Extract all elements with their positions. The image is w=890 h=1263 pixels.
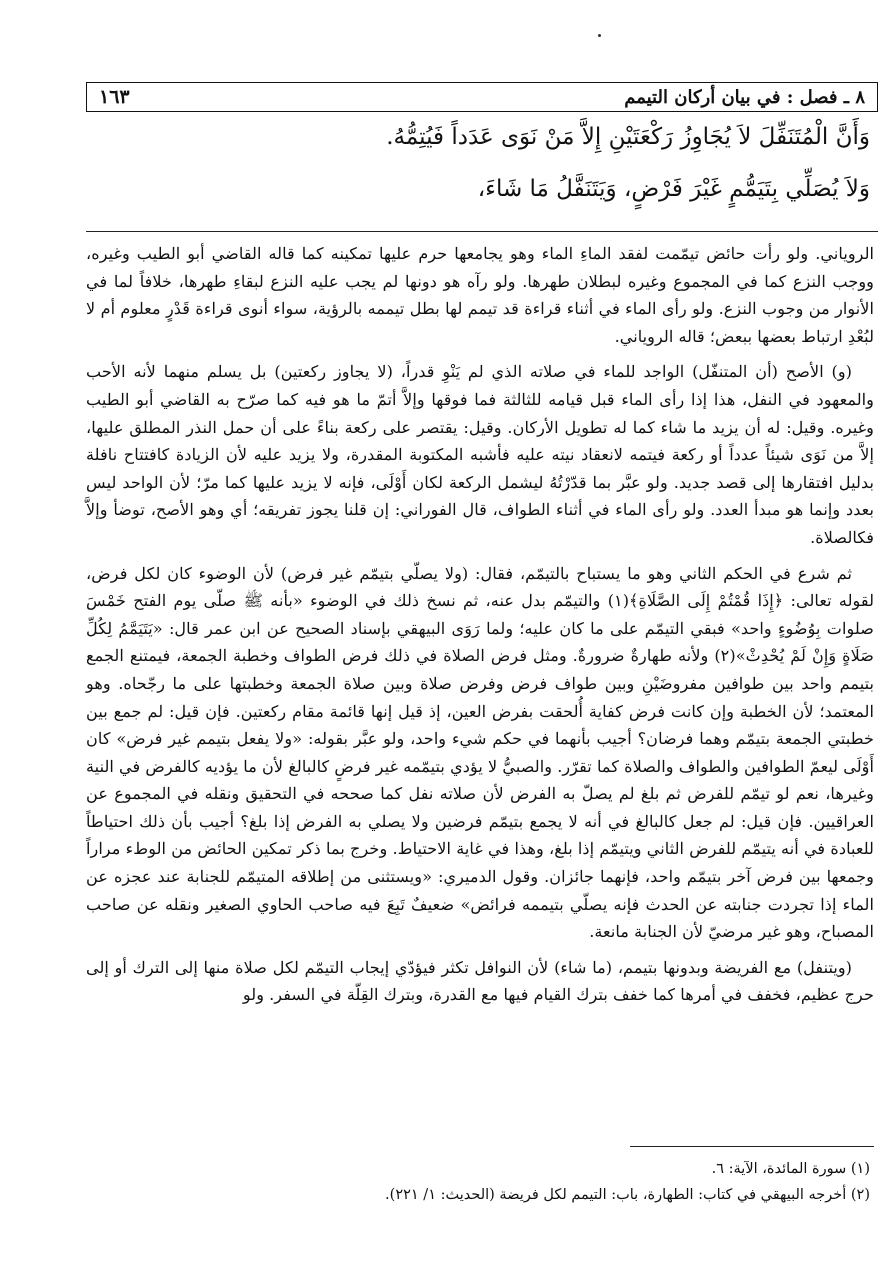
footnote-1: (١) سورة المائدة، الآية: ٦. xyxy=(711,1161,870,1177)
paragraph: (و) الأصح (أن المتنفّل) الواجد للماء في صلاته الذي لم يَنْوِ قدراً، (لا يجاوز ركعتين) بل يسلم منهما لأنه الأحب والمعهود في النفل، هذا إذا رأى الماء قبل قيامه للثالثة فما فوقها وإلاَّ أتمّ ما هو فيه كما صرّح به القاضي أبو الطيب وغيره. وقيل: له أن يزيد ما شاء كما له تطويل الأركان. وقيل: يقتصر على ركعة بناءً على أن حمل النذر المطلق عليها، إلاَّ من نَوَى شيئاً عدداً أو ركعة فيتمه لانعقاد نيته عليه فأشبه المكتوبة المقدرة، ولا يزيد عليه لأن الزيادة كافتتاح نافلة بدليل افتقارها إلى قصد جديد. ولو عبَّر بما قدّرْتُهُ ليشمل الركعة لكان أَوْلَى، فإنه لا يزيد عليها كما مرّ؛ لأن الواحد ليس بعدد وإنما هو مبدأ العدد. ولو رأى الماء في أثناء الطواف، قال الفوراني: إن قلنا يجوز تفريقه؛ أي وهو الأصح، توضأ وإلاَّ فكالصلاة. xyxy=(86,362,874,547)
page-speck xyxy=(598,34,601,37)
paragraph: ثم شرع في الحكم الثاني وهو ما يستباح بالتيمّم، فقال: (ولا يصلّي بتيمّم غير فرض) لأن الوضوء كان لكل فرض، لقوله تعالى: ﴿إِذَا قُمْتُمْ إِلَى الصَّلَاةِ﴾(١) والتيمّم بدل عنه، ثم نسخ ذلك في الوضوء «بأنه ﷺ صلّى يوم الفتح خَمْسَ صلوات بِوُضُوءٍ واحد» فبقي التيمّم على ما كان عليه؛ ولما رَوَى البيهقي بإسناد الصحيح عن ابن عمر قال: «يَتَيَمَّمُ لِكُلِّ صَلَاةٍ وَإِنْ لَمْ يُحْدِثْ»(٢) ولأنه طهارةٌ ضرورةٌ. ومثل فرض الصلاة في ذلك فرض الطواف وخطبة الجمعة، فيمتنع الجمع بتيمم واحد بين طوافين مفروضَيْنِ وبين طواف فرض وفرض صلاة وبين صلاة الجمعة وخطبتها على ما رجّحاه. وهو المعتمد؛ لأن الخطبة وإن كانت فرض كفاية أُلحقت بفرض العين، إذ قيل إنها قائمة مقام ركعتين. فإن قيل: لم جمع بين خطبتي الجمعة بتيمّم وهما فرضان؟ أجيب بأنهما في حكم شيء واحد، ولو عبَّر بقوله: «ولا يفعل بتيمم غير فرض» كان أَوْلَى ليعمّ الطوافين والطواف والصلاة كما تقرّر. والصبيُّ لا يؤدي بتيمّمه غير فرضٍ كالبالغ لأن ما يؤديه كالفرض في النية وغيرها، نعم لو تيمّم للفرض ثم بلغ لم يصلّ به الفرض لأن صلاته نفل كما صححه في التحقيق ونقله في المجموع عن العراقيين. فإن قيل: لم جعل كالبالغ في أنه لا يجمع بتيمّم فرضين ولا يصلي به الفرض إذا بلغ؟ أجيب بأن ذلك احتياطاً للعبادة في أنه يتيمّم للفرض الثاني ويتيمّم إذا بلغ، وهذا في غاية الاحتياط. وخرج بما ذكر تمكين الحائض من الوطء مراراً وجمعها بين فرض آخر بتيمّم واحد، فإنهما جائزان. وقول الدميري: «ويستثنى من إطلاقه المتيمّم للجنابة عند عجزه عن الماء إذا تجردت جنابته عن الحدث فإنه يصلّي بتيممه فرائض» ضعيفٌ تَبِعَ فيه صاحب الحاوي الصغير ونقله عن صاحب المصباح، وهو غير مرضيّ لأن الجنابة مانعة. xyxy=(86,563,875,942)
matn-verse-1: وَأَنَّ الْمُتَنَفِّلَ لاَ يُجَاوِزُ رَكْعَتَيْنِ إِلاَّ مَنْ نَوَى عَدَداً فَيُتِمُّهُ. xyxy=(386,124,870,150)
footnotes xyxy=(86,1156,870,1208)
footnote-divider xyxy=(630,1146,874,1147)
matn-verse-2: وَلاَ يُصَلِّي بِتَيَمُّمٍ غَيْرَ فَرْضٍ، وَيَتَنَفَّلُ مَا شَاءَ، xyxy=(477,176,870,202)
chapter-title: ٨ ـ فصل : في بيان أركان التيمم xyxy=(624,86,865,108)
commentary-body xyxy=(86,240,874,1017)
footnote-2: (٢) أخرجه البيهقي في كتاب: الطهارة، باب: التيمم لكل فريضة (الحديث: ١/ ٢٢١). xyxy=(385,1187,870,1203)
paragraph: الروياني. ولو رأت حائض تيمّمت لفقد الماءِ الماء وهو يجامعها حرم عليها تمكينه كما قاله القاضي أبو الطيب وغيره، ووجب النزع كما في المجموع وغيره لبطلان طهرها. ولو رآه هو دونها لم يجب عليه النزع لبقاءِ طهرها، خلافاً لما في الأنوار من وجوب النزع. ولو رأى الماء في أثناء قراءة قد تيمم لها بطل تيممه بالرؤية، سواء أنوى قراءة قَدْرٍ معلوم أم لا لبُعْدِ ارتباط بعضها ببعض؛ قاله الروياني. xyxy=(86,244,874,346)
page-number: ١٦٣ xyxy=(99,86,130,108)
paragraph: (ويتنفل) مع الفريضة وبدونها بتيمم، (ما شاء) لأن النوافل تكثر فيؤدّي إيجاب التيمّم لكل صلاة منها إلى الترك أو إلى حرج عظيم، فخفف في أمرها كما خفف بترك القيام فيها مع القدرة، وبترك القِلّة في السفر. ولو xyxy=(86,957,874,1005)
section-divider xyxy=(86,231,878,232)
running-header xyxy=(86,82,878,112)
